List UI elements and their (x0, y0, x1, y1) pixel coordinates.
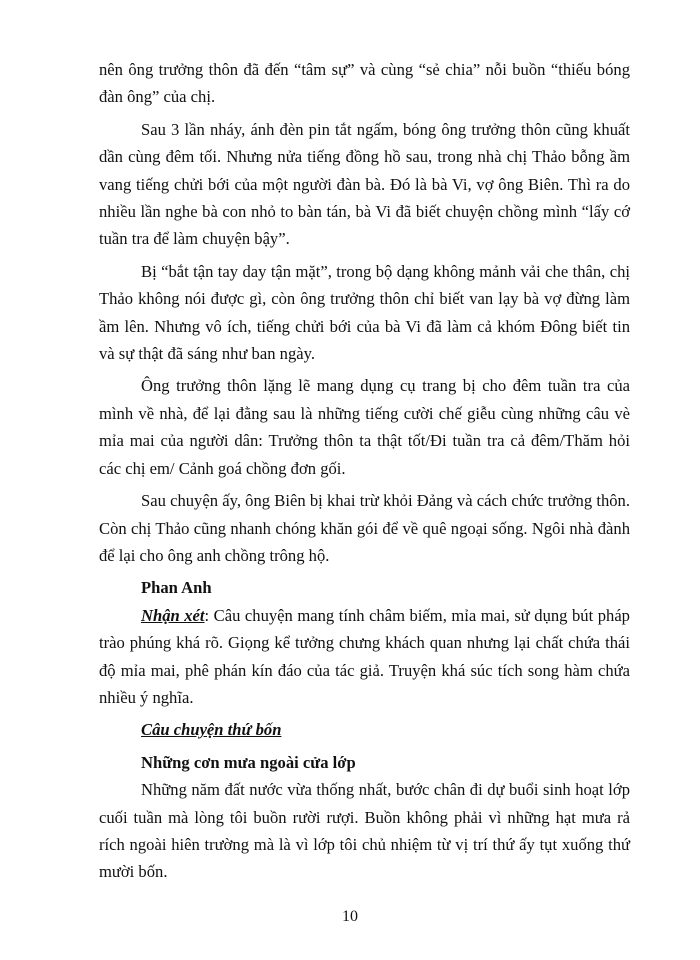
review-text: : Câu chuyện mang tính châm biếm, mỉa mai, sử dụng bút pháp trào phúng khá rõ. Giọng kể tưởng chưng khách quan nhưng lại chất chứa thái độ mỉa mai, phê phán kín đáo của tác giả. Truyện khá súc tích song hàm chứa nhiều ý nghĩa. (99, 605, 630, 707)
paragraph-4: Ông trưởng thôn lặng lẽ mang dụng cụ trang bị cho đêm tuần tra của mình về nhà, để lại đằng sau là những tiếng cười chế giễu cùng những câu vè mỉa mai của người dân: Trưởng thôn ta thật tốt/Đi tuần tra cả đêm/Thăm hỏi các chị em/ Cảnh goá chồng đơn gối. (99, 376, 630, 478)
paragraph-1: nên ông trưởng thôn đã đến “tâm sự” và cùng “sẻ chia” nỗi buồn “thiếu bóng đàn ông” của chị. (99, 60, 630, 107)
paragraph-5: Sau chuyện ấy, ông Biên bị khai trừ khỏi Đảng và cách chức trưởng thôn. Còn chị Thảo cũng nhanh chóng khăn gói để về quê ngoại sống. Ngôi nhà đành để lại cho ông anh chồng trông hộ. (99, 491, 630, 565)
section-heading: Câu chuyện thứ bốn (141, 720, 282, 740)
review-paragraph (99, 602, 630, 712)
paragraph-3: Bị “bắt tận tay day tận mặt”, trong bộ dạng không mảnh vải che thân, chị Thảo không nói được gì, còn ông trưởng thôn chỉ biết van lạy bà vợ đừng làm ầm lên. Nhưng vô ích, tiếng chửi bới của bà Vi đã làm cả khóm Đông biết tin và sự thật đã sáng như ban ngày. (99, 261, 630, 364)
author-name: Phan Anh (141, 578, 212, 598)
story-title: Những cơn mưa ngoài cửa lớp (141, 752, 356, 772)
story-paragraph: Những năm đất nước vừa thống nhất, bước chân đi dự buổi sinh hoạt lớp cuối tuần mà lòng tôi buồn rười rượi. Buồn không phải vì những hạt mưa rả rích ngoài hiên trường mà là vì lớp tôi chủ nhiệm từ vị trí thứ ấy tụt xuống thứ mười bốn. (99, 780, 630, 882)
page-number: 10 (342, 908, 358, 925)
review-label: Nhận xét (141, 605, 205, 625)
paragraph-2: Sau 3 lần nháy, ánh đèn pin tắt ngấm, bóng ông trưởng thôn cũng khuất dần cùng đêm tối. Nhưng nửa tiếng đồng hồ sau, trong nhà chị Thảo bỗng ầm vang tiếng chửi bới của một người đàn bà. Đó là bà Vi, vợ ông Biên. Thì ra do nhiều lần nghe bà con nhỏ to bàn tán, bà Vi đã biết chuyện chồng mình “lấy cớ tuần tra để làm chuyện bậy”. (99, 119, 630, 249)
